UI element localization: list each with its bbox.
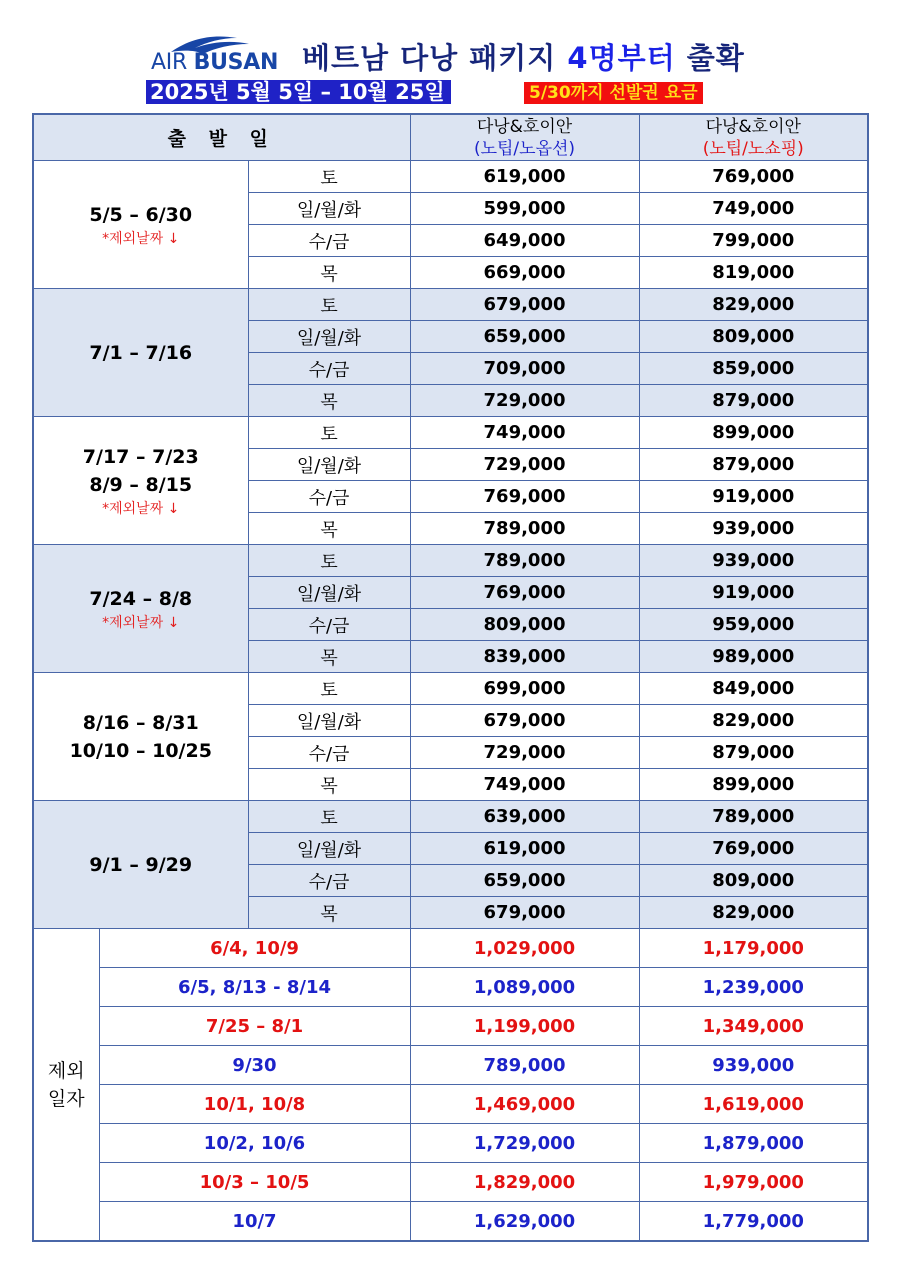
col1-subtitle: (노팁/노옵션) [473,138,576,159]
weekday-cell: 토 [248,289,410,321]
price-no-shopping: 899,000 [639,769,868,801]
price-no-shopping: 769,000 [639,833,868,865]
price-no-shopping: 939,000 [639,545,868,577]
price-no-option: 729,000 [410,737,639,769]
excluded-row [33,1085,868,1124]
excluded-row [33,1124,868,1163]
price-no-option: 749,000 [410,417,639,449]
title-highlight: 4명부터 [567,41,676,75]
price-no-shopping: 819,000 [639,257,868,289]
excluded-label-cell [33,929,99,1242]
early-booking-badge: 5/30까지 선발권 요금 [524,82,703,104]
price-no-shopping: 919,000 [639,577,868,609]
table-row [33,289,868,321]
price-table-body [33,114,868,1241]
exclusion-note: *제외날짜 ↓ [102,230,180,247]
weekday-cell: 일/월/화 [248,321,410,353]
excluded-date: 7/25 – 8/1 [99,1007,410,1046]
price-no-option: 709,000 [410,353,639,385]
weekday-cell: 토 [248,545,410,577]
price-no-option: 619,000 [410,833,639,865]
price-no-shopping: 789,000 [639,801,868,833]
date-range: 8/16 – 8/31 [82,711,199,734]
table-row [33,545,868,577]
table-row [33,673,868,705]
excluded-price-no-option: 1,629,000 [410,1202,639,1242]
price-no-shopping: 989,000 [639,641,868,673]
price-no-option: 729,000 [410,449,639,481]
weekday-cell: 수/금 [248,353,410,385]
price-no-shopping: 959,000 [639,609,868,641]
weekday-cell: 일/월/화 [248,833,410,865]
excluded-price-no-option: 1,829,000 [410,1163,639,1202]
weekday-cell: 일/월/화 [248,705,410,737]
table-row [33,161,868,193]
weekday-cell: 목 [248,769,410,801]
date-range-cell [33,289,248,417]
weekday-cell: 토 [248,673,410,705]
price-no-option: 659,000 [410,321,639,353]
excluded-price-no-option: 1,089,000 [410,968,639,1007]
excluded-price-no-option: 1,729,000 [410,1124,639,1163]
col1-header [410,114,639,161]
price-no-shopping: 859,000 [639,353,868,385]
excluded-price-no-shopping: 1,879,000 [639,1124,868,1163]
period-banner: 2025년 5월 5일 – 10월 25일 [146,80,451,104]
price-no-option: 649,000 [410,225,639,257]
title-prefix: 베트남 다낭 패키지 [302,41,568,75]
weekday-cell: 수/금 [248,481,410,513]
excluded-price-no-option: 1,029,000 [410,929,639,968]
excluded-date: 6/4, 10/9 [99,929,410,968]
price-no-shopping: 829,000 [639,289,868,321]
weekday-cell: 목 [248,513,410,545]
excluded-label: 일자 [47,1087,85,1110]
price-no-shopping: 919,000 [639,481,868,513]
excluded-date: 10/7 [99,1202,410,1242]
price-no-shopping: 879,000 [639,449,868,481]
price-no-option: 749,000 [410,769,639,801]
price-no-shopping: 829,000 [639,705,868,737]
date-range: 7/1 – 7/16 [89,341,193,364]
price-no-shopping: 749,000 [639,193,868,225]
weekday-cell: 토 [248,417,410,449]
excluded-date: 9/30 [99,1046,410,1085]
excluded-price-no-shopping: 1,179,000 [639,929,868,968]
excluded-row [33,1007,868,1046]
price-no-option: 769,000 [410,481,639,513]
date-range-cell [33,673,248,801]
date-range-cell [33,801,248,929]
date-range: 8/9 – 8/15 [89,473,193,496]
exclusion-note: *제외날짜 ↓ [102,500,180,517]
date-range: 7/17 – 7/23 [82,445,199,468]
excluded-price-no-shopping: 939,000 [639,1046,868,1085]
excluded-date: 6/5, 8/13 - 8/14 [99,968,410,1007]
excluded-row [33,1202,868,1242]
date-range: 7/24 – 8/8 [89,587,193,610]
col2-title: 다낭&호이안 [705,116,801,137]
price-no-option: 619,000 [410,161,639,193]
weekday-cell: 수/금 [248,609,410,641]
price-no-option: 729,000 [410,385,639,417]
weekday-cell: 목 [248,897,410,929]
excluded-row [33,929,868,968]
price-no-option: 679,000 [410,705,639,737]
table-row [33,801,868,833]
price-no-option: 789,000 [410,513,639,545]
weekday-cell: 목 [248,641,410,673]
excluded-price-no-shopping: 1,779,000 [639,1202,868,1242]
price-no-option: 639,000 [410,801,639,833]
excluded-label: 제외 [47,1059,85,1082]
col2-subtitle: (노팁/노쇼핑) [702,138,804,159]
excluded-row [33,1163,868,1202]
price-no-option: 679,000 [410,289,639,321]
price-no-shopping: 879,000 [639,385,868,417]
price-no-option: 659,000 [410,865,639,897]
weekday-cell: 수/금 [248,865,410,897]
weekday-cell: 목 [248,385,410,417]
col1-title: 다낭&호이안 [476,116,573,137]
weekday-cell: 수/금 [248,737,410,769]
price-no-option: 789,000 [410,545,639,577]
title-suffix: 출확 [675,41,745,75]
price-no-option: 669,000 [410,257,639,289]
date-range-cell [33,161,248,289]
price-no-option: 769,000 [410,577,639,609]
weekday-cell: 일/월/화 [248,577,410,609]
price-table [32,113,869,1242]
date-range: 10/10 – 10/25 [69,739,212,762]
excluded-row [33,968,868,1007]
date-range: 9/1 – 9/29 [89,853,193,876]
date-range-cell [33,545,248,673]
price-no-shopping: 879,000 [639,737,868,769]
price-no-shopping: 829,000 [639,897,868,929]
price-no-option: 809,000 [410,609,639,641]
price-no-shopping: 769,000 [639,161,868,193]
weekday-cell: 토 [248,161,410,193]
excluded-date: 10/3 – 10/5 [99,1163,410,1202]
price-no-shopping: 809,000 [639,865,868,897]
excluded-price-no-option: 1,469,000 [410,1085,639,1124]
price-no-option: 599,000 [410,193,639,225]
logo-wordmark [151,50,278,75]
excluded-price-no-option: 1,199,000 [410,1007,639,1046]
price-no-shopping: 899,000 [639,417,868,449]
price-no-option: 699,000 [410,673,639,705]
price-no-shopping: 849,000 [639,673,868,705]
logo-text-thin: AIR [151,50,187,75]
col2-header [639,114,868,161]
weekday-cell: 일/월/화 [248,193,410,225]
table-header-row [33,114,868,161]
excluded-date: 10/2, 10/6 [99,1124,410,1163]
departure-header: 출 발 일 [33,114,410,161]
weekday-cell: 수/금 [248,225,410,257]
price-no-option: 839,000 [410,641,639,673]
excluded-price-no-shopping: 1,239,000 [639,968,868,1007]
excluded-price-no-option: 789,000 [410,1046,639,1085]
weekday-cell: 일/월/화 [248,449,410,481]
price-no-shopping: 799,000 [639,225,868,257]
excluded-price-no-shopping: 1,619,000 [639,1085,868,1124]
excluded-price-no-shopping: 1,979,000 [639,1163,868,1202]
weekday-cell: 목 [248,257,410,289]
date-range-cell [33,417,248,545]
price-no-shopping: 809,000 [639,321,868,353]
table-row [33,417,868,449]
page-title [302,36,745,77]
air-busan-logo [151,28,279,75]
price-no-option: 679,000 [410,897,639,929]
excluded-date: 10/1, 10/8 [99,1085,410,1124]
excluded-price-no-shopping: 1,349,000 [639,1007,868,1046]
price-no-shopping: 939,000 [639,513,868,545]
logo-text-bold: BUSAN [193,50,279,75]
exclusion-note: *제외날짜 ↓ [102,614,180,631]
excluded-row [33,1046,868,1085]
weekday-cell: 토 [248,801,410,833]
date-range: 5/5 – 6/30 [89,203,193,226]
